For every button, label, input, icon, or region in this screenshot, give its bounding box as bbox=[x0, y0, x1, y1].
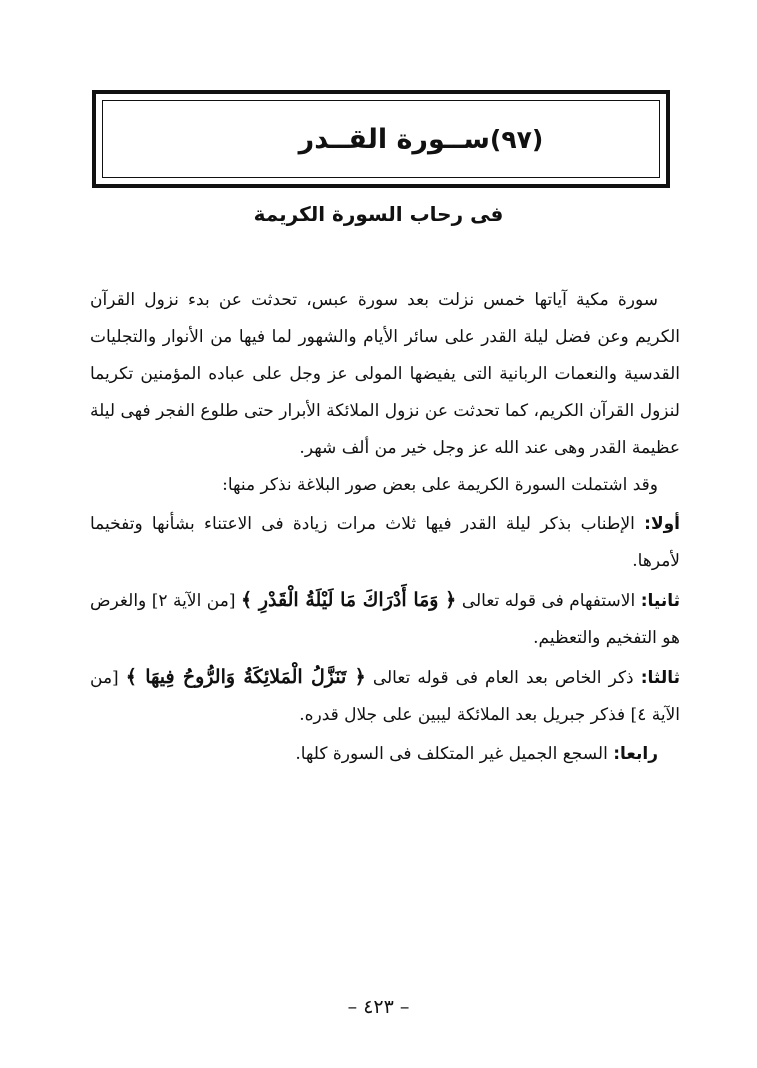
point-text: الإطناب بذكر ليلة القدر فيها ثلاث مرات زيادة فى الاعتناء بشأنها وتفخيما لأمرها. bbox=[90, 514, 680, 571]
point-text: ذكر الخاص بعد العام فى قوله تعالى bbox=[372, 668, 634, 688]
point-text-after: [من الآية ٤] فذكر جبريل بعد الملائكة ليبين على جلال قدره. bbox=[90, 668, 680, 725]
point-lead: ثانيا: bbox=[640, 591, 680, 611]
rhetoric-intro-paragraph: وقد اشتملت السورة الكريمة على بعض صور البلاغة نذكر منها: bbox=[222, 475, 658, 495]
point-paragraph bbox=[90, 659, 680, 734]
page-number: – ٤٢٣ – bbox=[347, 996, 410, 1018]
point-text-after: [من الآية ٢] والغرض هو التفخيم والتعظيم. bbox=[90, 591, 680, 648]
section-title: فى رحاب السورة الكريمة bbox=[253, 202, 504, 226]
point-lead: ثالثا: bbox=[640, 668, 681, 688]
surah-header-inner bbox=[102, 100, 660, 178]
quran-verse: ﴿ تَنَزَّلُ الْمَلائِكَةُ وَالرُّوحُ فِيهَا ﴾ bbox=[125, 666, 366, 688]
point-paragraph bbox=[90, 506, 680, 580]
point-paragraph bbox=[90, 582, 680, 657]
surah-number: (٩٧) bbox=[489, 124, 544, 154]
body-text bbox=[90, 282, 680, 773]
point-text: الاستفهام فى قوله تعالى bbox=[461, 591, 636, 611]
quran-verse: ﴿ وَمَا أَدْرَاكَ مَا لَيْلَةُ الْقَدْرِ ﴾ bbox=[240, 589, 457, 611]
intro-paragraph: سورة مكية آياتها خمس نزلت بعد سورة عبس، تحدثت عن بدء نزول القرآن الكريم وعن فضل ليلة القدر على سائر الأيام والشهور لما فيها من الأنوار والتجليات القدسية والنعمات الربانية التى يفيضها المولى عز وجل على عباده المؤمنين تكريما لنزول القرآن الكريم، كما تحدثت عن نزول الملائكة الأبرار حتى طلوع الفجر فهى ليلة عظيمة القدر وهى عند الله عز وجل خير من ألف شهر. bbox=[90, 290, 680, 458]
point-text: السجع الجميل غير المتكلف فى السورة كلها. bbox=[295, 744, 608, 764]
point-lead: أولا: bbox=[644, 514, 680, 534]
surah-header-frame bbox=[92, 90, 670, 188]
point-lead: رابعا: bbox=[613, 744, 658, 764]
surah-title: ســورة القــدر bbox=[298, 123, 490, 155]
point-paragraph bbox=[90, 736, 680, 773]
